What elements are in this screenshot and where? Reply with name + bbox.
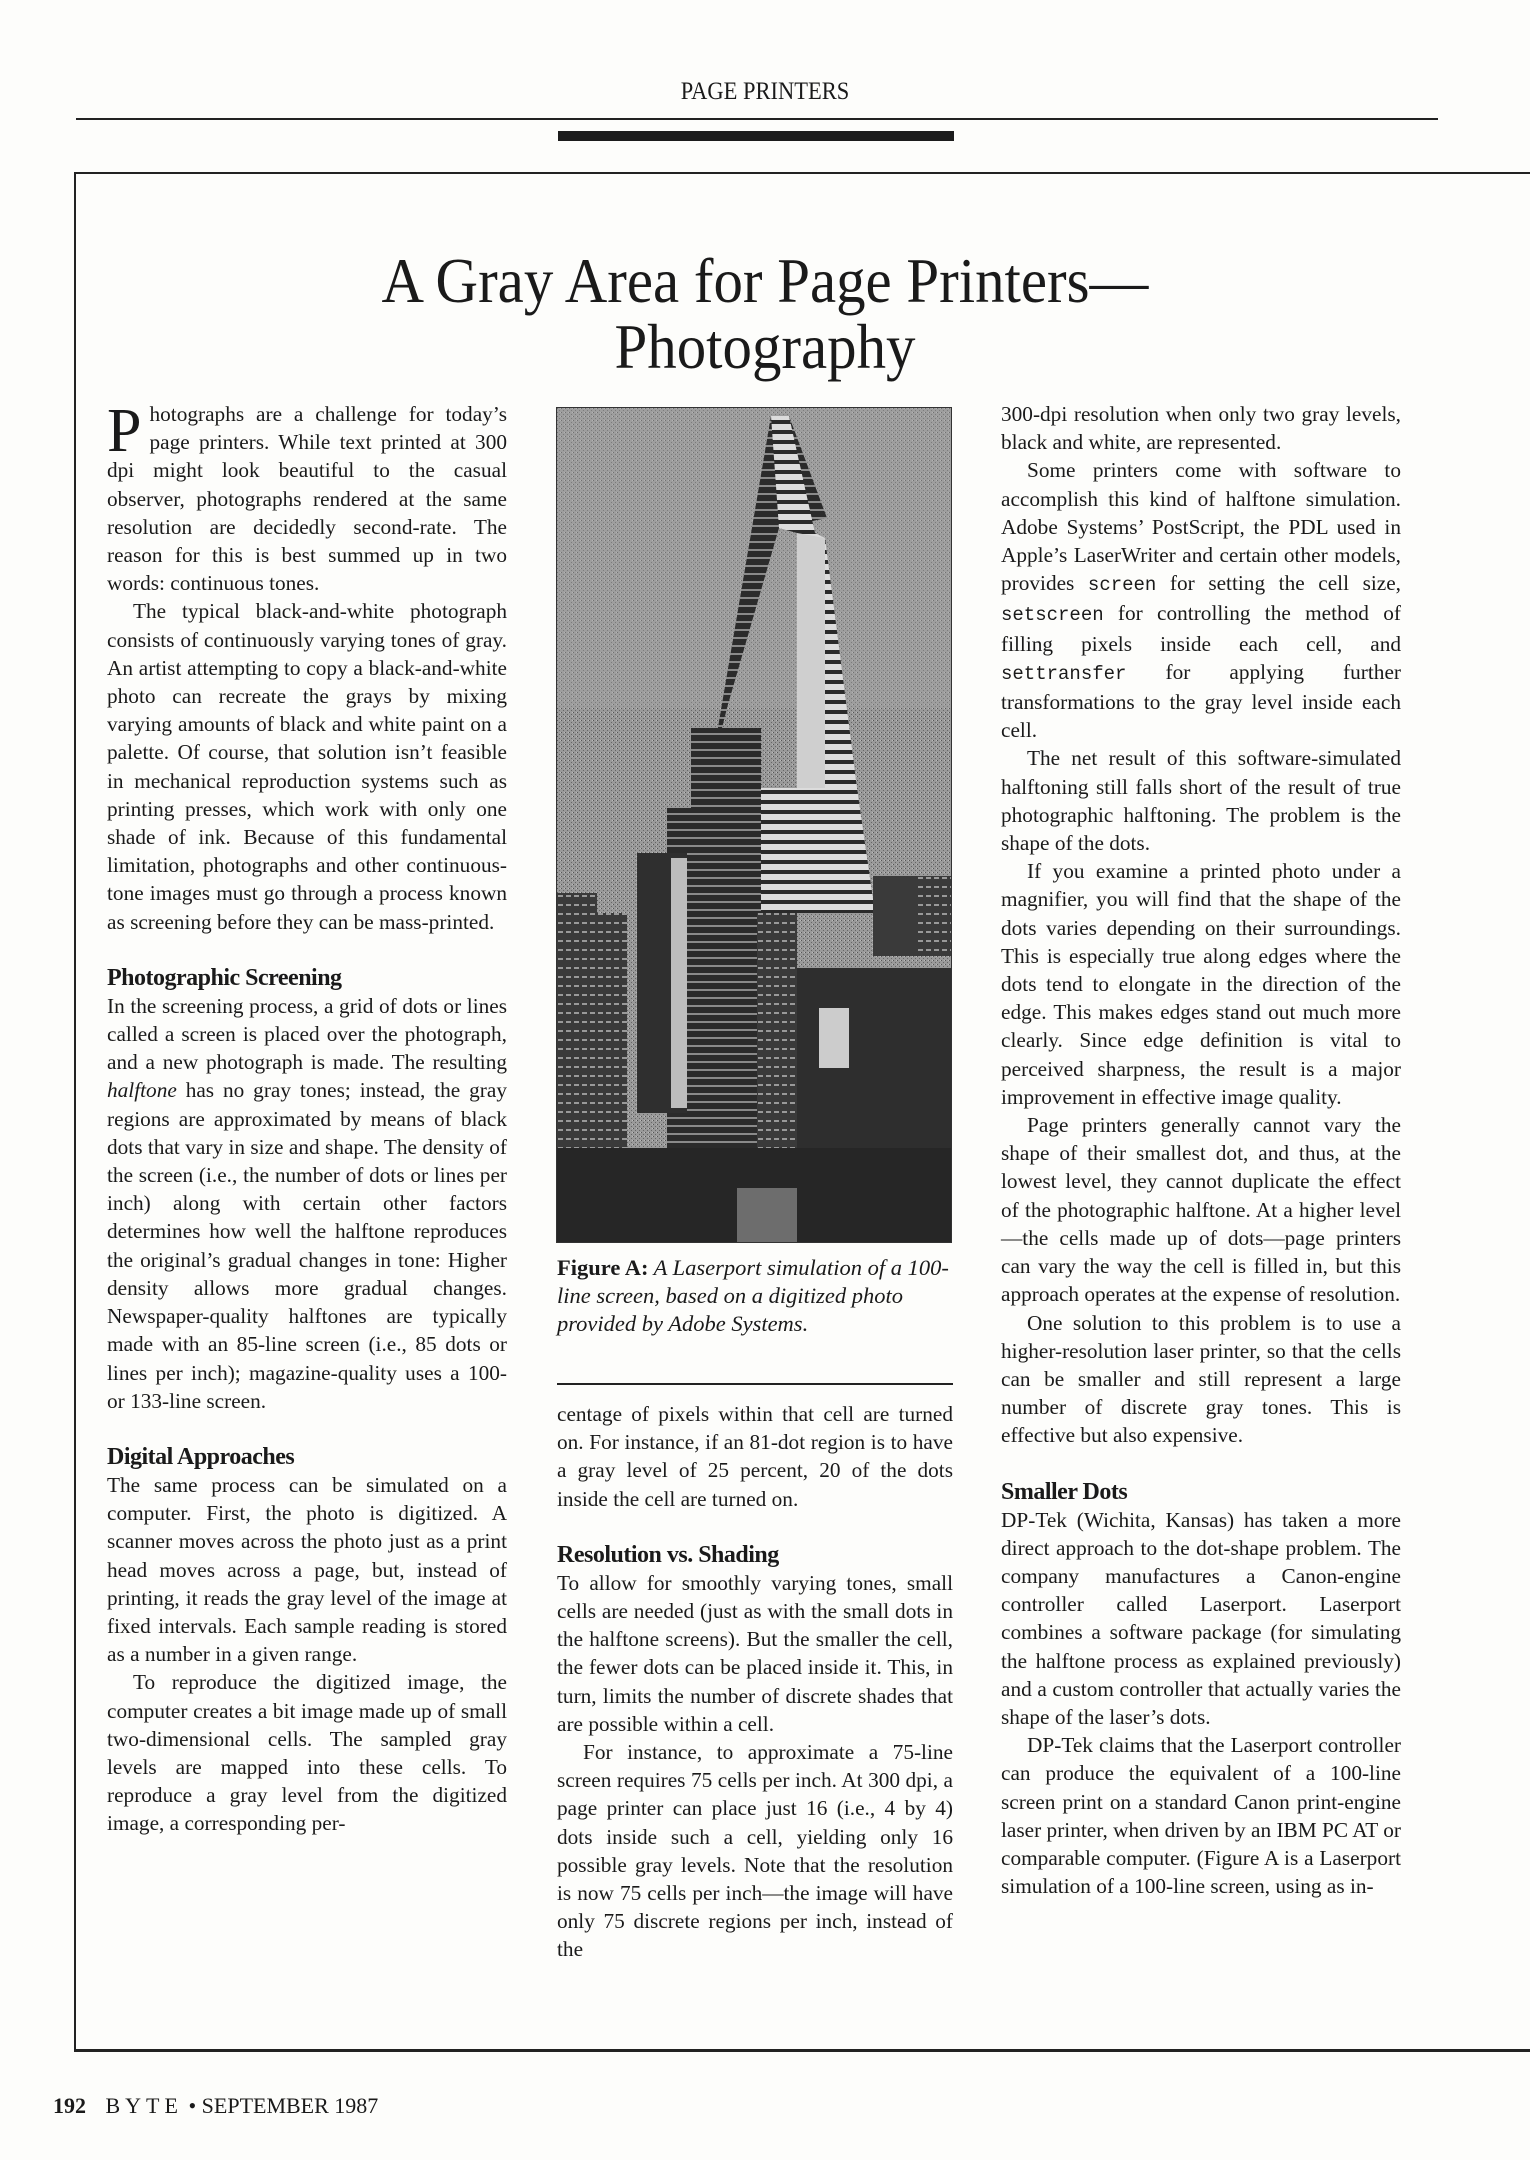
column-3: [1001, 400, 1401, 1900]
paragraph: For instance, to approximate a 75-line screen requires 75 cells per inch. At 300 dpi, a page printer can place just 16 (i.e., 4 by 4) dots inside such a cell, yielding only 16 possible gray levels. Note that the resolution is now 75 cells per inch—the image will have only 75 discrete regions per inch, instead of the: [557, 1740, 953, 1962]
paragraph: The typical black-and-white photograph consists of continuously varying tones of gray. An artist attempting to copy a black-and-white photo can recreate the grays by mixing varying amounts of black and white paint on a palette. Of course, that solution isn’t feasible in mechanical reproduction systems such as printing presses, which work with only one shade of ink. Because of this fundamental limitation, photographs and other continuous-tone images must go through a process known as screening before they can be mass-printed.: [107, 599, 507, 934]
paragraph: Page printers generally cannot vary the shape of their smallest dot, and thus, at the lowest level, they cannot duplicate the effect of the photographic halftone. At a higher level—the cells made up of dots—page printers can vary the way the cell is filled in, but this approach operates at the expense of resolution.: [1001, 1113, 1401, 1307]
article-title: [61, 244, 1469, 382]
paragraph: If you examine a printed photo under a magnifier, you will find that the shape of the dots varies depending on their surroundings. This is especially true along edges where the dots tend to elongate in the direction of the edge. This makes edges stand out much more clearly. Since edge definition is vital to perceived sharpness, the result is a major improvement in effective image quality.: [1001, 859, 1401, 1109]
page-number: 192: [53, 2093, 86, 2118]
transamerica-pyramid-halftone-image: [557, 408, 952, 1243]
code-settransfer: settransfer: [1001, 662, 1127, 685]
figure-a-caption: [557, 1254, 953, 1338]
issue-date: SEPTEMBER 1987: [201, 2093, 379, 2118]
running-head: PAGE PRINTERS: [680, 78, 850, 105]
intro-paragraph: Photographs are a challenge for today’s page printers. While text printed at 300 dpi might look beautiful to the casual observer, photographs rendered at the same resolution are decidedly second-rate. The reason for this is best summed up in two words: continuous tones.: [107, 397, 507, 596]
paragraph: The net result of this software-simulated halftoning still falls short of the result of true photographic halftoning. The problem is the shape of the dots.: [1001, 746, 1401, 856]
section-heading-smaller-dots: Smaller Dots: [1001, 1478, 1128, 1505]
footer-separator: •: [188, 2093, 197, 2118]
column-2: [557, 1400, 953, 1964]
paragraph: DP-Tek claims that the Laserport controller can produce the equivalent of a 100-line screen print on a standard Canon print-engine laser printer, when driven by an IBM PC AT or comparable computer. (Figure A is a Laserport simulation of a 100-line screen, using as in-: [1001, 1733, 1401, 1899]
header-rule: [76, 118, 1438, 120]
caption-rule: [557, 1383, 953, 1385]
column-1: [107, 397, 507, 1838]
paragraph: Some printers come with software to accomplish this kind of halftone simulation. Adobe Systems’ PostScript, the PDL used in Apple’s LaserWriter and certain other models, provides screen for setting the cell size, setscreen for controlling the method of filling pixels inside each cell, and settransfer for applying further transformations to the gray level inside each cell.: [1001, 458, 1402, 743]
paragraph: To reproduce the digitized image, the computer creates a bit image made up of small two-dimensional cells. The sampled gray levels are mapped into these cells. To reproduce a gray level from the digitized image, a corresponding per-: [107, 1670, 507, 1836]
paragraph: The same process can be simulated on a computer. First, the photo is digitized. A scanner moves across the photo just as a print head moves across a page, but, instead of printing, it reads the gray level of the image at fixed intervals. Each sample reading is stored as a number in a given range.: [107, 1472, 507, 1667]
page-footer: [53, 2093, 378, 2119]
code-screen: screen: [1087, 574, 1157, 597]
figure-caption-text: A Laserport simulation of a 100-line screen, based on a digitized photo provided by Adobe Systems.: [557, 1255, 949, 1336]
figure-label: Figure A:: [557, 1255, 649, 1280]
paragraph: One solution to this problem is to use a higher-resolution laser printer, so that the cells can be smaller and still represent a large number of discrete gray tones. This is effective but also expensive.: [1001, 1310, 1401, 1448]
title-line-1: A Gray Area for Page Printers—: [381, 244, 1149, 316]
section-heading-photographic-screening: Photographic Screening: [107, 964, 342, 991]
paragraph: DP-Tek (Wichita, Kansas) has taken a more direct approach to the dot-shape problem. The company manufactures a Canon-engine controller called Laserport. Laserport combines a software package (for simulating the halftone process as explained previously) and a custom controller that actually varies the shape of the laser’s dots.: [1001, 1507, 1401, 1729]
title-line-2: Photography: [614, 310, 916, 382]
drop-cap: P: [107, 397, 142, 465]
paragraph: In the screening process, a grid of dots or lines called a screen is placed over the photograph, and a new photograph is made. The resulting halftone has no gray tones; instead, the gray regions are approximated by means of black dots that vary in size and shape. The density of the screen (i.e., the number of dots or lines per inch) along with certain other factors determines how well the halftone reproduces the original’s gradual changes in tone: Higher density allows more gradual changes. Newspaper-quality halftones are typically made with an 85-line screen (i.e., 85 dots or lines per inch); magazine-quality uses a 100- or 133-line screen.: [107, 993, 507, 1413]
paragraph: To allow for smoothly varying tones, small cells are needed (just as with the small dots in the halftone screens). But the smaller the cell, the fewer dots can be placed inside it. This, in turn, limits the number of discrete shades that are possible within a cell.: [557, 1570, 953, 1736]
figure-a-photo: [556, 407, 952, 1243]
paragraph: centage of pixels within that cell are turned on. For instance, if an 81-dot region is to have a gray level of 25 percent, 20 of the dots inside the cell are turned on.: [557, 1402, 953, 1511]
paragraph: 300-dpi resolution when only two gray levels, black and white, are represented.: [1001, 402, 1401, 455]
magazine-name: BYTE: [105, 2093, 183, 2118]
section-heading-digital-approaches: Digital Approaches: [107, 1443, 295, 1470]
header-bar: [558, 131, 954, 141]
section-heading-resolution-vs-shading: Resolution vs. Shading: [557, 1541, 779, 1568]
code-setscreen: setscreen: [1001, 604, 1104, 627]
emphasis-halftone: halftone: [107, 1078, 177, 1103]
